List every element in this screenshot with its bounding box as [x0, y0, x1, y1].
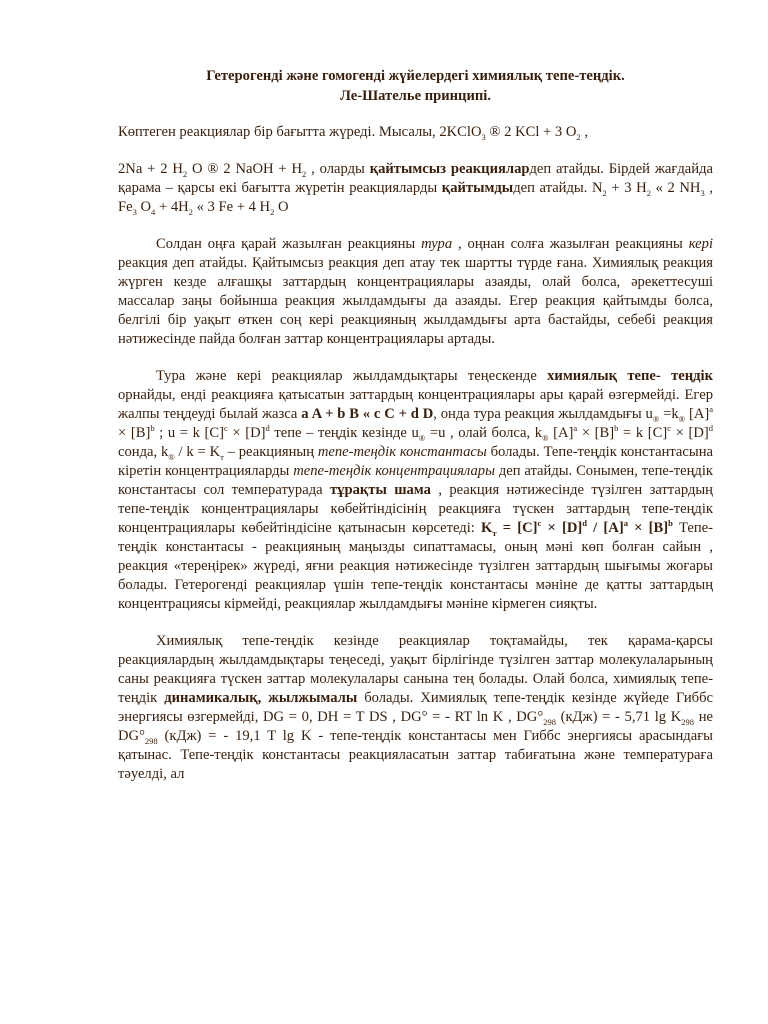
- text: , реакция нәтижесінде түзілген заттардың тепе-теңдік концентрациялары көбейтіндісінің реакцияға түскен заттардың тепе-теңдік концентрациялары көбейтіндісіне қатынасын көрсетеді:: [118, 482, 713, 536]
- text: / [A]: [587, 520, 624, 536]
- text: O: [136, 199, 152, 215]
- subscript: 2: [602, 187, 607, 198]
- superscript: c: [667, 423, 672, 434]
- text: × [D]: [541, 520, 583, 536]
- text: + 4H: [155, 199, 189, 215]
- superscript: a: [573, 423, 578, 434]
- paragraph-intro: [118, 123, 713, 142]
- text: =k: [659, 406, 679, 422]
- superscript: b: [614, 423, 619, 434]
- term-forward: тура: [421, 236, 453, 252]
- text: болады. Химиялық тепе-теңдік кезінде жүйеде Гиббс энергиясы өзгермейді, DG = 0, DH = T DS , DG° = - RT ln K , DG°: [118, 690, 713, 725]
- text: , оларды: [306, 161, 370, 177]
- term-dynamic: динамикалық, жылжымалы: [164, 690, 358, 706]
- text: + 3 H: [606, 180, 647, 196]
- superscript: b: [150, 423, 155, 434]
- subscript: т: [492, 527, 497, 538]
- paragraph-irreversible: [118, 160, 713, 217]
- text: × [B]: [118, 425, 151, 441]
- text: × [B]: [627, 520, 669, 536]
- text: деп атайды. Сонымен, тепе-теңдік константасы сол температурада: [118, 463, 713, 498]
- general-equation: a A + b B « c C + d D: [301, 406, 434, 422]
- subscript: 298: [144, 735, 158, 746]
- text: × [D]: [671, 425, 709, 441]
- paragraph-equilibrium-constant: [118, 367, 713, 614]
- term-reversible: қайтымды: [441, 180, 514, 196]
- text: × [D]: [227, 425, 266, 441]
- text: (кДж) = - 5,71 lg K: [555, 709, 682, 725]
- text: ,: [580, 124, 588, 140]
- text: , Fe: [118, 180, 713, 215]
- text: Химиялық тепе-теңдік кезінде реакциялар тоқтамайды, тек қарама-қарсы реакциялардың жылдамдықтары теңеседі, уақыт бірлігінде түзілген заттар молекулаларының саны реакцияға түскен заттар молекулалары санына тең болады. Олай болса, химиялық тепе-теңдік: [118, 633, 713, 706]
- superscript: a: [623, 518, 628, 529]
- term-equilibrium-constant: тепе-теңдік константасы: [317, 444, 487, 460]
- text: деп атайды. Бірдей жағдайда қарама – қарсы екі бағытта жүретін реакцияларды: [118, 161, 713, 196]
- subscript: 3: [132, 206, 137, 217]
- title-line-1: Гетерогенді және гомогенді жүйелердегі химиялық тепе-теңдік.: [206, 68, 625, 84]
- text: Көптеген реакциялар бір бағытта жүреді. Мысалы, 2KClO: [118, 124, 482, 140]
- text: = [C]: [496, 520, 538, 536]
- term-chemical-equilibrium: химиялық тепе- теңдік: [547, 368, 713, 384]
- text: [A]: [548, 425, 574, 441]
- subscript: 2: [182, 168, 188, 179]
- text: реакция деп атайды. Қайтымсыз реакция деп атау тек шартты түрде ғана. Химиялық реакция жүрген кезде алғашқы заттардың концентрациялары азаяды, олай болса, әрекеттесуші массалар заңы бойынша реакция жылдамдығы да азаяды. Егер реакция қайтымды болса, белгілі бір уақыт өткен соң кері реакцияның жылдамдығы арта бастайды, себебі реакция нәтижесінде пайда болған заттар концентрациялары артады.: [118, 255, 713, 347]
- text: Тепе-теңдік константасы - реакцияның маңызды сипаттамасы, оның мәні көп болған сайын , реакция «тереңірек» жүреді, яғни реакция нәтижесінде түзілген заттардың шығымы жоғары болады. Гетерогенді реакциялар үшін тепе-теңдік константасы мәніне де қатты заттардың концентрациясы кірмейді, реакциялар жылдамдығы мәніне кірмеген сияқты.: [118, 520, 713, 612]
- text: « 2 NH: [650, 180, 701, 196]
- term-irreversible: қайтымсыз реакциялар: [369, 161, 530, 177]
- superscript: c: [537, 518, 542, 529]
- superscript: d: [265, 423, 270, 434]
- text: O: [274, 199, 289, 215]
- subscript: ®: [168, 451, 175, 462]
- text: не DG°: [118, 709, 713, 744]
- subscript: ®: [542, 432, 549, 443]
- subscript: т: [220, 451, 224, 462]
- text: орнайды, енді реакцияға қатысатын заттардың концентрациялары ары қарай өзгермейді. Егер жалпы теңдеуді былай жазса: [118, 387, 713, 422]
- text: Тура және кері реакциялар жылдамдықтары теңескенде: [156, 368, 548, 384]
- subscript: 2: [270, 206, 275, 217]
- text: болады. Тепе-теңдік константасына кіретін концентрацияларды: [118, 444, 713, 479]
- subscript: 2: [646, 187, 651, 198]
- superscript: d: [582, 518, 587, 529]
- superscript: c: [224, 423, 228, 434]
- equilibrium-constant-formula: [481, 520, 673, 536]
- text: тепе – теңдік кезінде u: [269, 425, 419, 441]
- term-constant-value: тұрақты шама: [329, 482, 431, 498]
- subscript: 2: [576, 131, 581, 142]
- text: деп атайды. N: [513, 180, 603, 196]
- subscript: 2: [188, 206, 193, 217]
- text: , оңнан солға жазылған реакцияны: [452, 236, 689, 252]
- term-equilibrium-concentrations: тепе-теңдік концентрациялары: [293, 463, 495, 479]
- text: (кДж) = - 19,1 T lg K - тепе-теңдік константасы мен Гиббс энергиясы арасындағы қатынас. Тепе-теңдік константасы реакцияласатын заттар табиғатына және температураға тәуелді, ал: [118, 728, 713, 782]
- subscript: 298: [681, 716, 695, 727]
- text: Солдан оңға қарай жазылған реакцияны: [156, 236, 422, 252]
- superscript: b: [668, 518, 673, 529]
- superscript: a: [709, 404, 713, 415]
- document-page: [118, 66, 713, 784]
- text: , онда тура реакция жылдамдығы u: [433, 406, 653, 422]
- title-line-2: Ле-Шателье принципі.: [339, 88, 491, 104]
- text: ® 2 KCl + 3 O: [485, 124, 577, 140]
- text: 2Na + 2 H: [118, 161, 183, 177]
- text: « 3 Fe + 4 H: [192, 199, 271, 215]
- text: K: [481, 520, 493, 536]
- term-reverse: кері: [688, 236, 714, 252]
- text: сонда, k: [118, 444, 169, 460]
- subscript: ®: [652, 413, 660, 424]
- text: ; u = k [C]: [154, 425, 224, 441]
- subscript: ®: [418, 432, 426, 443]
- subscript: ®: [678, 413, 686, 424]
- superscript: d: [708, 423, 713, 434]
- subscript: 2: [302, 168, 307, 179]
- text: =u , олай болса, k: [425, 425, 543, 441]
- text: = k [C]: [618, 425, 668, 441]
- subscript: 298: [543, 716, 556, 727]
- paragraph-forward-reverse: [118, 235, 713, 349]
- subscript: 4: [151, 206, 156, 217]
- text: – реакцияның: [223, 444, 318, 460]
- paragraph-dynamic-equilibrium: [118, 632, 713, 784]
- text: / k = K: [174, 444, 221, 460]
- subscript: 3: [700, 187, 705, 198]
- page-title: [118, 66, 713, 106]
- text: [A]: [685, 406, 710, 422]
- subscript: 3: [481, 131, 486, 142]
- text: × [B]: [577, 425, 615, 441]
- text: O ® 2 NaOH + H: [187, 161, 303, 177]
